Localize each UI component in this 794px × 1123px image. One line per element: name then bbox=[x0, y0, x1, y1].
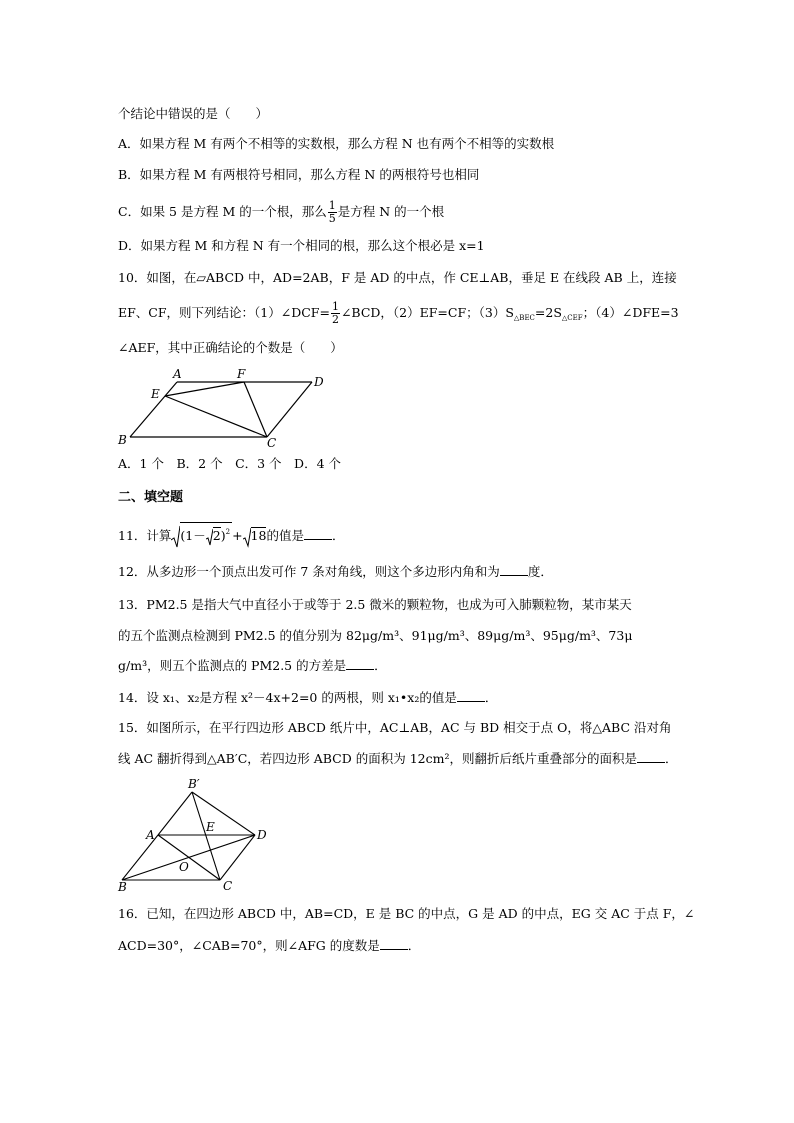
radical-sign-icon bbox=[206, 525, 213, 549]
q16-line2-pre: ACD=30°，∠CAB=70°，则∠AFG 的度数是 bbox=[118, 938, 380, 953]
segment-dc bbox=[267, 382, 312, 437]
label-a: A bbox=[173, 367, 182, 381]
q15-line2 bbox=[118, 750, 678, 768]
radical-sign-icon bbox=[171, 525, 180, 549]
fraction-one-fifth bbox=[328, 200, 337, 225]
q11-pre: 11．计算 bbox=[118, 528, 172, 543]
label-b: B bbox=[118, 433, 127, 447]
q14 bbox=[118, 689, 497, 707]
label-c: C bbox=[267, 436, 277, 450]
q11-end: ． bbox=[331, 528, 345, 543]
label-e: E bbox=[151, 387, 160, 401]
fraction-numerator: 1 bbox=[328, 199, 336, 212]
q11-radicand-close: ) bbox=[220, 528, 226, 543]
q9-option-a: A．如果方程 M 有两个不相等的实数根，那么方程 N 也有两个不相等的实数根 bbox=[118, 136, 555, 151]
q11-inner-radicand: 2 bbox=[212, 528, 221, 543]
radical-sign-icon bbox=[243, 525, 251, 549]
q11 bbox=[118, 522, 344, 549]
q11-second-radicand: 18 bbox=[250, 528, 267, 543]
q13-line3-pre: g/m³，则五个监测点的 PM2.5 的方差是 bbox=[118, 658, 347, 673]
q9-stem-tail: 个结论中错误的是（ ） bbox=[118, 106, 269, 121]
q16-line2 bbox=[118, 937, 420, 955]
q13-line1: 13．PM2.5 是指大气中直径小于或等于 2.5 微米的颗粒物，也成为可入肺颗粒物，某市某天 bbox=[118, 597, 632, 612]
label-e: E bbox=[206, 820, 215, 834]
answer-blank[interactable] bbox=[304, 527, 332, 540]
q11-radicand bbox=[180, 522, 232, 549]
area-subscript-bec: △BEC bbox=[513, 314, 535, 322]
answer-blank[interactable] bbox=[457, 689, 485, 702]
q10-line2-post: ；（4）∠DFE=3 bbox=[582, 305, 679, 320]
q10-line2-mid: ∠BCD，（2）EF=CF；（3）S bbox=[340, 305, 514, 320]
area-subscript-cef: △CEF bbox=[561, 314, 583, 322]
q13-line2: 的五个监测点检测到 PM2.5 的值分别为 82μg/m³、91μg/m³、89μg/m³、95μg/m³、73μ bbox=[118, 628, 633, 643]
q14-post: ． bbox=[484, 690, 498, 705]
label-b: B bbox=[118, 880, 127, 893]
q10-options: A．1 个 B．2 个 C．3 个 D．4 个 bbox=[118, 456, 342, 471]
q10-line2-eq: =2S bbox=[534, 305, 562, 320]
segment-ec bbox=[165, 396, 267, 437]
q11-plus: + bbox=[232, 528, 243, 543]
segment-b-prime-c bbox=[192, 792, 220, 880]
q10-line2-pre: EF、CF，则下列结论：（1）∠DCF= bbox=[118, 305, 330, 320]
q9-option-d: D．如果方程 M 和方程 N 有一个相同的根，那么这个根必是 x=1 bbox=[118, 238, 485, 253]
q9-option-b: B．如果方程 M 有两根符号相同，那么方程 N 的两根符号也相同 bbox=[118, 167, 480, 182]
answer-blank[interactable] bbox=[637, 750, 665, 763]
fraction-one-half bbox=[331, 301, 340, 326]
q12-pre: 12．从多边形一个顶点出发可作 7 条对角线，则这个多边形内角和为 bbox=[118, 564, 500, 579]
q15-fold-figure bbox=[112, 775, 272, 893]
q10-line1: 10．如图，在▱ABCD 中，AD=2AB，F 是 AD 的中点，作 CE⊥AB，垂足 E 在线段 AB 上，连接 bbox=[118, 270, 677, 285]
label-f: F bbox=[237, 367, 246, 381]
fraction-denominator: 5 bbox=[328, 212, 336, 225]
segment-dc bbox=[220, 835, 255, 880]
q12 bbox=[118, 563, 553, 581]
q13-line3 bbox=[118, 657, 387, 675]
q10-parallelogram-figure bbox=[115, 365, 330, 450]
q9-option-c bbox=[118, 200, 444, 225]
q10-line3: ∠AEF，其中正确结论的个数是（ ） bbox=[118, 340, 343, 355]
answer-blank[interactable] bbox=[380, 937, 408, 950]
q15-line2-post: ． bbox=[665, 751, 678, 766]
q15-line2-pre: 线 AC 翻折得到△AB′C，若四边形 ABCD 的面积为 12cm²，则翻折后纸片重叠部分的面积是 bbox=[118, 751, 637, 766]
q16-line1: 16．已知，在四边形 ABCD 中，AB=CD，E 是 BC 的中点，G 是 AD 的中点，EG 交 AC 于点 F，∠ bbox=[118, 906, 695, 921]
segment-ab-prime bbox=[158, 792, 192, 835]
segment-ef bbox=[165, 382, 244, 396]
q12-post: 度． bbox=[527, 564, 553, 579]
label-d: D bbox=[314, 375, 324, 389]
answer-blank[interactable] bbox=[500, 563, 528, 576]
section-heading-fill-in: 二、填空题 bbox=[118, 490, 184, 505]
label-d: D bbox=[257, 828, 267, 842]
segment-b-prime-d bbox=[192, 792, 255, 835]
label-c: C bbox=[223, 879, 233, 893]
q15-line1: 15．如图所示，在平行四边形 ABCD 纸片中，AC⊥AB，AC 与 BD 相交于点 O，将△ABC 沿对角 bbox=[118, 720, 672, 735]
fraction-numerator: 1 bbox=[331, 300, 339, 313]
answer-blank[interactable] bbox=[346, 657, 374, 670]
q9-option-c-post: 是方程 N 的一个根 bbox=[337, 204, 445, 219]
q11-radicand-open: (1－ bbox=[180, 528, 206, 543]
label-o: O bbox=[179, 860, 189, 874]
q14-pre: 14．设 x₁、x₂是方程 x²－4x+2=0 的两根，则 x₁•x₂的值是 bbox=[118, 690, 457, 705]
q13-line3-post: ． bbox=[374, 658, 387, 673]
q9-option-c-pre: C．如果 5 是方程 M 的一个根，那么 bbox=[118, 204, 327, 219]
fraction-denominator: 2 bbox=[331, 313, 339, 326]
q10-line2 bbox=[118, 301, 679, 327]
q16-line2-post: ． bbox=[407, 938, 421, 953]
q11-exponent: 2 bbox=[225, 528, 231, 536]
label-b-prime: B′ bbox=[188, 777, 200, 791]
q11-post: 的值是 bbox=[266, 528, 304, 543]
label-a: A bbox=[146, 828, 155, 842]
